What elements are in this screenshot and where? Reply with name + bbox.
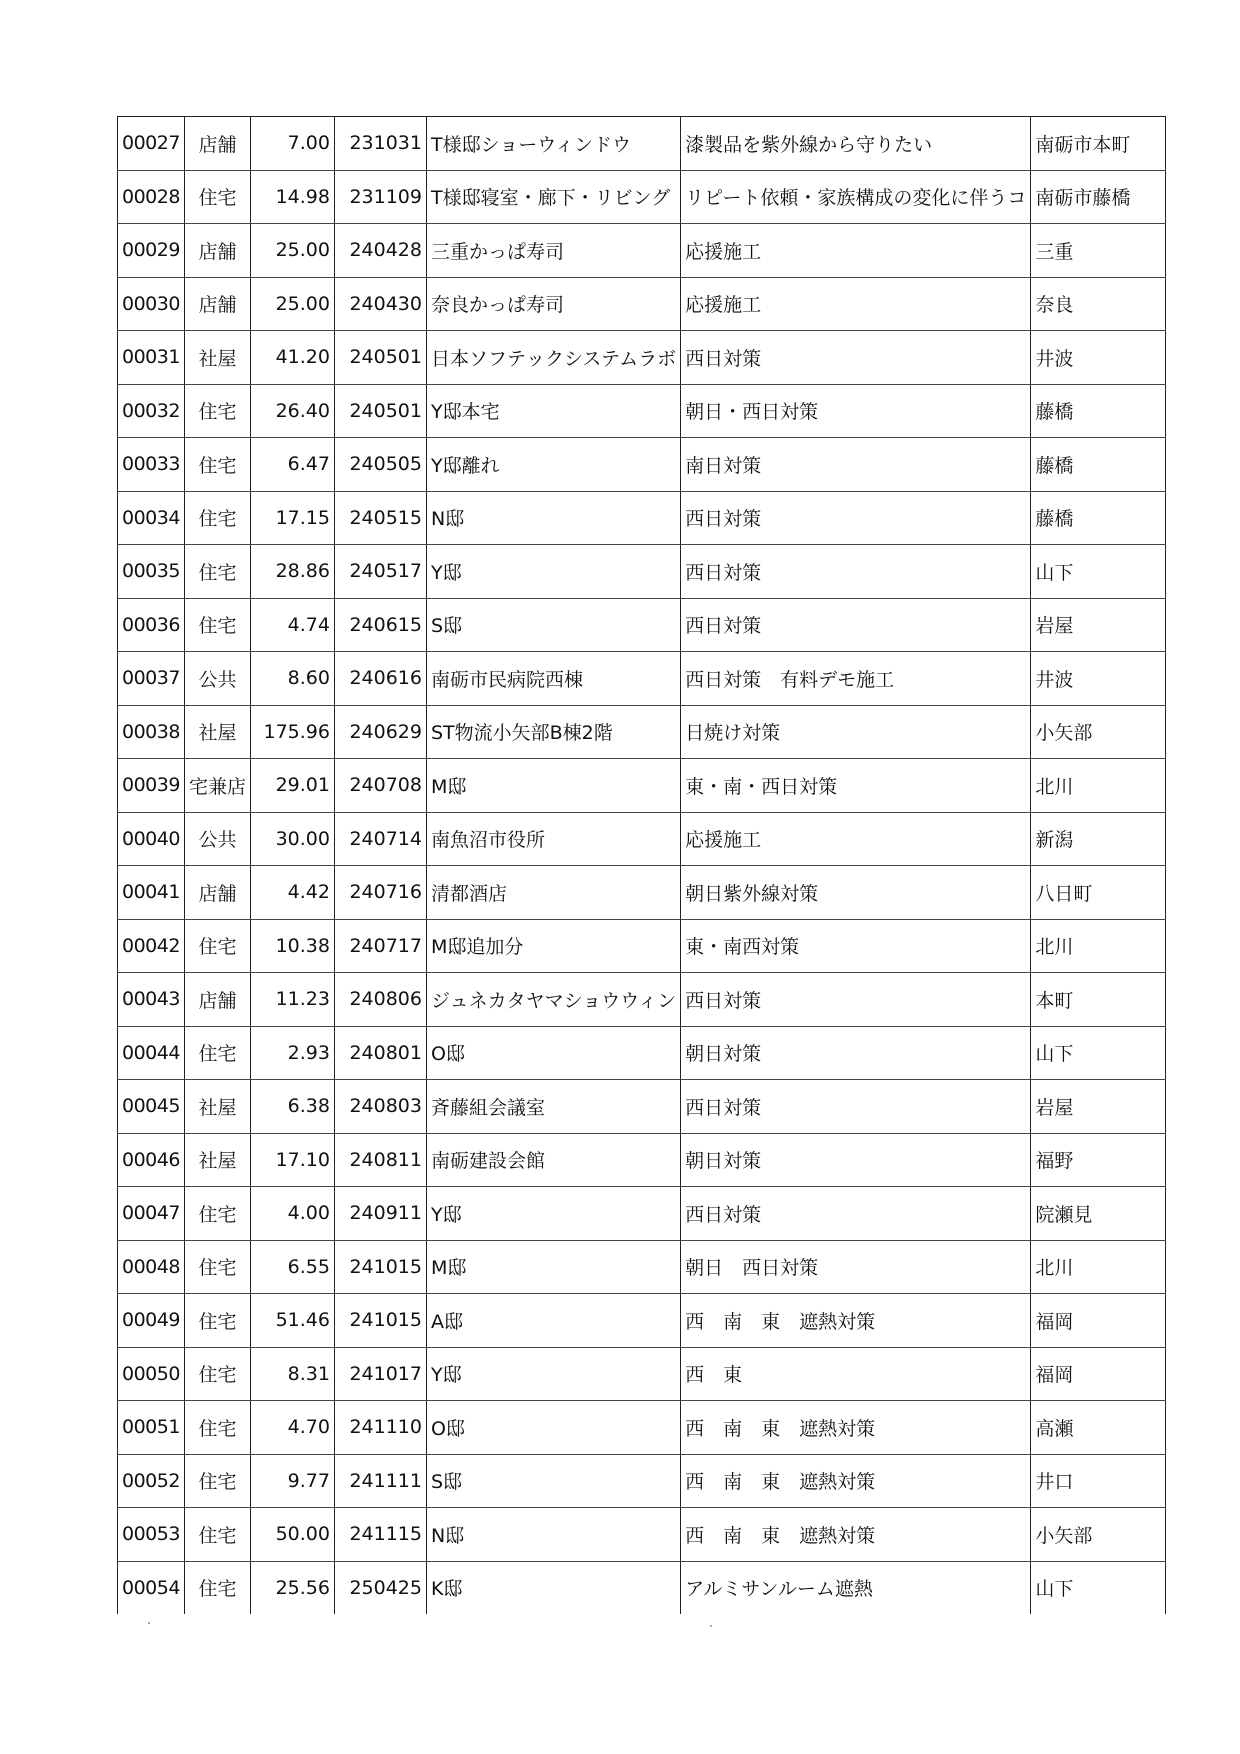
table-row (118, 545, 1166, 599)
location-cell: 井波 (1031, 652, 1166, 706)
area-cell: 50.00 (250, 1508, 334, 1562)
purpose-cell: 朝日紫外線対策 (681, 866, 1031, 920)
location-cell: 南砺市本町 (1031, 117, 1166, 171)
purpose-cell: 西日対策 (681, 331, 1031, 385)
table-row (118, 1026, 1166, 1080)
building-type-cell: 宅兼店 (184, 759, 250, 813)
date-cell: 240629 (334, 705, 426, 759)
table-row (118, 598, 1166, 652)
purpose-cell: 西 南 東 遮熱対策 (681, 1508, 1031, 1562)
site-name-cell: ST物流小矢部B棟2階 (426, 705, 680, 759)
building-type-cell: 住宅 (184, 438, 250, 492)
table-row (118, 170, 1166, 224)
location-cell: 井波 (1031, 331, 1166, 385)
site-name-cell: M邸追加分 (426, 919, 680, 973)
building-type-cell: 社屋 (184, 705, 250, 759)
site-name-cell: Y邸 (426, 545, 680, 599)
building-type-cell: 住宅 (184, 1347, 250, 1401)
record-id-cell: 00039 (118, 759, 185, 813)
date-cell: 240430 (334, 277, 426, 331)
location-cell: 奈良 (1031, 277, 1166, 331)
building-type-cell: 住宅 (184, 919, 250, 973)
purpose-cell: 朝日対策 (681, 1133, 1031, 1187)
purpose-cell: 西日対策 (681, 545, 1031, 599)
table-row (118, 866, 1166, 920)
table-row (118, 919, 1166, 973)
site-name-cell: 斉藤組会議室 (426, 1080, 680, 1134)
area-cell: 8.60 (250, 652, 334, 706)
site-name-cell: M邸 (426, 1240, 680, 1294)
building-type-cell: 店舗 (184, 866, 250, 920)
building-type-cell: 公共 (184, 812, 250, 866)
area-cell: 14.98 (250, 170, 334, 224)
purpose-cell: 応援施工 (681, 812, 1031, 866)
scan-speck (710, 1625, 712, 1627)
location-cell: 小矢部 (1031, 1508, 1166, 1562)
area-cell: 29.01 (250, 759, 334, 813)
record-id-cell: 00037 (118, 652, 185, 706)
purpose-cell: 西日対策 (681, 491, 1031, 545)
area-cell: 7.00 (250, 117, 334, 171)
date-cell: 241115 (334, 1508, 426, 1562)
record-id-cell: 00036 (118, 598, 185, 652)
site-name-cell: ジュネカタヤマショウウィン (426, 973, 680, 1027)
purpose-cell: 西日対策 (681, 973, 1031, 1027)
building-type-cell: 住宅 (184, 545, 250, 599)
location-cell: 井口 (1031, 1454, 1166, 1508)
purpose-cell: 東・南・西日対策 (681, 759, 1031, 813)
building-type-cell: 住宅 (184, 1454, 250, 1508)
record-id-cell: 00046 (118, 1133, 185, 1187)
building-type-cell: 住宅 (184, 1240, 250, 1294)
record-id-cell: 00030 (118, 277, 185, 331)
site-name-cell: S邸 (426, 1454, 680, 1508)
area-cell: 8.31 (250, 1347, 334, 1401)
building-type-cell: 社屋 (184, 1080, 250, 1134)
purpose-cell: リピート依頼・家族構成の変化に伴うコ (681, 170, 1031, 224)
area-cell: 4.00 (250, 1187, 334, 1241)
site-name-cell: N邸 (426, 1508, 680, 1562)
location-cell: 山下 (1031, 545, 1166, 599)
building-type-cell: 店舗 (184, 277, 250, 331)
purpose-cell: 西日対策 (681, 1080, 1031, 1134)
purpose-cell: 西 南 東 遮熱対策 (681, 1454, 1031, 1508)
area-cell: 4.74 (250, 598, 334, 652)
record-id-cell: 00052 (118, 1454, 185, 1508)
location-cell: 南砺市藤橋 (1031, 170, 1166, 224)
record-id-cell: 00050 (118, 1347, 185, 1401)
area-cell: 6.47 (250, 438, 334, 492)
location-cell: 福岡 (1031, 1347, 1166, 1401)
location-cell: 北川 (1031, 919, 1166, 973)
date-cell: 240801 (334, 1026, 426, 1080)
site-name-cell: 清都酒店 (426, 866, 680, 920)
record-id-cell: 00028 (118, 170, 185, 224)
location-cell: 藤橋 (1031, 491, 1166, 545)
location-cell: 山下 (1031, 1026, 1166, 1080)
date-cell: 240714 (334, 812, 426, 866)
table-row (118, 331, 1166, 385)
record-id-cell: 00033 (118, 438, 185, 492)
location-cell: 藤橋 (1031, 384, 1166, 438)
record-id-cell: 00049 (118, 1294, 185, 1348)
record-id-cell: 00031 (118, 331, 185, 385)
table-row (118, 1347, 1166, 1401)
table-row (118, 1187, 1166, 1241)
record-id-cell: 00051 (118, 1401, 185, 1455)
location-cell: 三重 (1031, 224, 1166, 278)
table-row (118, 1240, 1166, 1294)
site-name-cell: N邸 (426, 491, 680, 545)
building-type-cell: 住宅 (184, 1187, 250, 1241)
record-id-cell: 00045 (118, 1080, 185, 1134)
date-cell: 240811 (334, 1133, 426, 1187)
location-cell: 小矢部 (1031, 705, 1166, 759)
area-cell: 175.96 (250, 705, 334, 759)
date-cell: 240428 (334, 224, 426, 278)
site-name-cell: 奈良かっぱ寿司 (426, 277, 680, 331)
building-type-cell: 住宅 (184, 1026, 250, 1080)
record-id-cell: 00034 (118, 491, 185, 545)
table-row (118, 1080, 1166, 1134)
date-cell: 240803 (334, 1080, 426, 1134)
table-row (118, 438, 1166, 492)
table-row (118, 705, 1166, 759)
purpose-cell: 朝日 西日対策 (681, 1240, 1031, 1294)
record-id-cell: 00041 (118, 866, 185, 920)
site-name-cell: 三重かっぱ寿司 (426, 224, 680, 278)
building-type-cell: 住宅 (184, 598, 250, 652)
location-cell: 院瀬見 (1031, 1187, 1166, 1241)
date-cell: 240501 (334, 384, 426, 438)
table-row (118, 384, 1166, 438)
record-id-cell: 00027 (118, 117, 185, 171)
date-cell: 240911 (334, 1187, 426, 1241)
record-id-cell: 00054 (118, 1561, 185, 1614)
date-cell: 240501 (334, 331, 426, 385)
building-type-cell: 住宅 (184, 1508, 250, 1562)
date-cell: 241017 (334, 1347, 426, 1401)
location-cell: 山下 (1031, 1561, 1166, 1614)
site-name-cell: 南魚沼市役所 (426, 812, 680, 866)
location-cell: 八日町 (1031, 866, 1166, 920)
location-cell: 福野 (1031, 1133, 1166, 1187)
site-name-cell: T様邸寝室・廊下・リビング (426, 170, 680, 224)
area-cell: 26.40 (250, 384, 334, 438)
building-type-cell: 住宅 (184, 170, 250, 224)
date-cell: 240806 (334, 973, 426, 1027)
date-cell: 240716 (334, 866, 426, 920)
area-cell: 6.38 (250, 1080, 334, 1134)
location-cell: 岩屋 (1031, 598, 1166, 652)
table-row (118, 491, 1166, 545)
area-cell: 28.86 (250, 545, 334, 599)
purpose-cell: 西日対策 有料デモ施工 (681, 652, 1031, 706)
building-type-cell: 店舗 (184, 117, 250, 171)
site-name-cell: T様邸ショーウィンドウ (426, 117, 680, 171)
date-cell: 240616 (334, 652, 426, 706)
building-type-cell: 住宅 (184, 1401, 250, 1455)
table-row (118, 1401, 1166, 1455)
area-cell: 11.23 (250, 973, 334, 1027)
scan-speck (148, 1622, 150, 1624)
record-id-cell: 00035 (118, 545, 185, 599)
area-cell: 4.70 (250, 1401, 334, 1455)
purpose-cell: 西 東 (681, 1347, 1031, 1401)
record-id-cell: 00038 (118, 705, 185, 759)
site-name-cell: 南砺建設会館 (426, 1133, 680, 1187)
date-cell: 241110 (334, 1401, 426, 1455)
site-name-cell: Y邸 (426, 1347, 680, 1401)
date-cell: 241111 (334, 1454, 426, 1508)
purpose-cell: 朝日・西日対策 (681, 384, 1031, 438)
purpose-cell: 日焼け対策 (681, 705, 1031, 759)
building-type-cell: 住宅 (184, 1294, 250, 1348)
building-type-cell: 公共 (184, 652, 250, 706)
record-id-cell: 00048 (118, 1240, 185, 1294)
location-cell: 岩屋 (1031, 1080, 1166, 1134)
table-row (118, 224, 1166, 278)
area-cell: 9.77 (250, 1454, 334, 1508)
date-cell: 240717 (334, 919, 426, 973)
date-cell: 231109 (334, 170, 426, 224)
area-cell: 10.38 (250, 919, 334, 973)
site-name-cell: A邸 (426, 1294, 680, 1348)
purpose-cell: 朝日対策 (681, 1026, 1031, 1080)
table-row (118, 973, 1166, 1027)
location-cell: 北川 (1031, 759, 1166, 813)
building-type-cell: 住宅 (184, 384, 250, 438)
purpose-cell: 西 南 東 遮熱対策 (681, 1294, 1031, 1348)
table-row (118, 812, 1166, 866)
site-name-cell: K邸 (426, 1561, 680, 1614)
date-cell: 241015 (334, 1240, 426, 1294)
building-type-cell: 社屋 (184, 331, 250, 385)
purpose-cell: 応援施工 (681, 277, 1031, 331)
table-row (118, 277, 1166, 331)
record-id-cell: 00040 (118, 812, 185, 866)
area-cell: 41.20 (250, 331, 334, 385)
area-cell: 17.15 (250, 491, 334, 545)
table-row (118, 117, 1166, 171)
table-row (118, 1561, 1166, 1614)
table-body (118, 117, 1166, 1615)
table-row (118, 759, 1166, 813)
table-row (118, 1133, 1166, 1187)
area-cell: 25.56 (250, 1561, 334, 1614)
purpose-cell: アルミサンルーム遮熱 (681, 1561, 1031, 1614)
site-name-cell: O邸 (426, 1401, 680, 1455)
purpose-cell: 西日対策 (681, 598, 1031, 652)
date-cell: 250425 (334, 1561, 426, 1614)
date-cell: 240505 (334, 438, 426, 492)
record-id-cell: 00042 (118, 919, 185, 973)
building-type-cell: 住宅 (184, 491, 250, 545)
date-cell: 240515 (334, 491, 426, 545)
date-cell: 231031 (334, 117, 426, 171)
date-cell: 240517 (334, 545, 426, 599)
purpose-cell: 西日対策 (681, 1187, 1031, 1241)
building-type-cell: 店舗 (184, 973, 250, 1027)
area-cell: 25.00 (250, 224, 334, 278)
area-cell: 2.93 (250, 1026, 334, 1080)
area-cell: 25.00 (250, 277, 334, 331)
date-cell: 240615 (334, 598, 426, 652)
table-row (118, 1454, 1166, 1508)
area-cell: 17.10 (250, 1133, 334, 1187)
record-id-cell: 00029 (118, 224, 185, 278)
purpose-cell: 応援施工 (681, 224, 1031, 278)
location-cell: 新潟 (1031, 812, 1166, 866)
date-cell: 241015 (334, 1294, 426, 1348)
area-cell: 4.42 (250, 866, 334, 920)
area-cell: 6.55 (250, 1240, 334, 1294)
location-cell: 福岡 (1031, 1294, 1166, 1348)
site-name-cell: Y邸本宅 (426, 384, 680, 438)
record-id-cell: 00047 (118, 1187, 185, 1241)
record-id-cell: 00043 (118, 973, 185, 1027)
table-row (118, 1294, 1166, 1348)
date-cell: 240708 (334, 759, 426, 813)
building-type-cell: 店舗 (184, 224, 250, 278)
site-name-cell: M邸 (426, 759, 680, 813)
location-cell: 藤橋 (1031, 438, 1166, 492)
area-cell: 30.00 (250, 812, 334, 866)
purpose-cell: 南日対策 (681, 438, 1031, 492)
site-name-cell: S邸 (426, 598, 680, 652)
site-name-cell: O邸 (426, 1026, 680, 1080)
table-row (118, 1508, 1166, 1562)
record-id-cell: 00044 (118, 1026, 185, 1080)
construction-record-table (117, 116, 1166, 1614)
location-cell: 本町 (1031, 973, 1166, 1027)
location-cell: 高瀬 (1031, 1401, 1166, 1455)
purpose-cell: 東・南西対策 (681, 919, 1031, 973)
site-name-cell: Y邸 (426, 1187, 680, 1241)
record-id-cell: 00032 (118, 384, 185, 438)
location-cell: 北川 (1031, 1240, 1166, 1294)
site-name-cell: Y邸離れ (426, 438, 680, 492)
site-name-cell: 南砺市民病院西棟 (426, 652, 680, 706)
building-type-cell: 社屋 (184, 1133, 250, 1187)
site-name-cell: 日本ソフテックシステムラボ (426, 331, 680, 385)
building-type-cell: 住宅 (184, 1561, 250, 1614)
purpose-cell: 西 南 東 遮熱対策 (681, 1401, 1031, 1455)
record-id-cell: 00053 (118, 1508, 185, 1562)
table-row (118, 652, 1166, 706)
area-cell: 51.46 (250, 1294, 334, 1348)
purpose-cell: 漆製品を紫外線から守りたい (681, 117, 1031, 171)
